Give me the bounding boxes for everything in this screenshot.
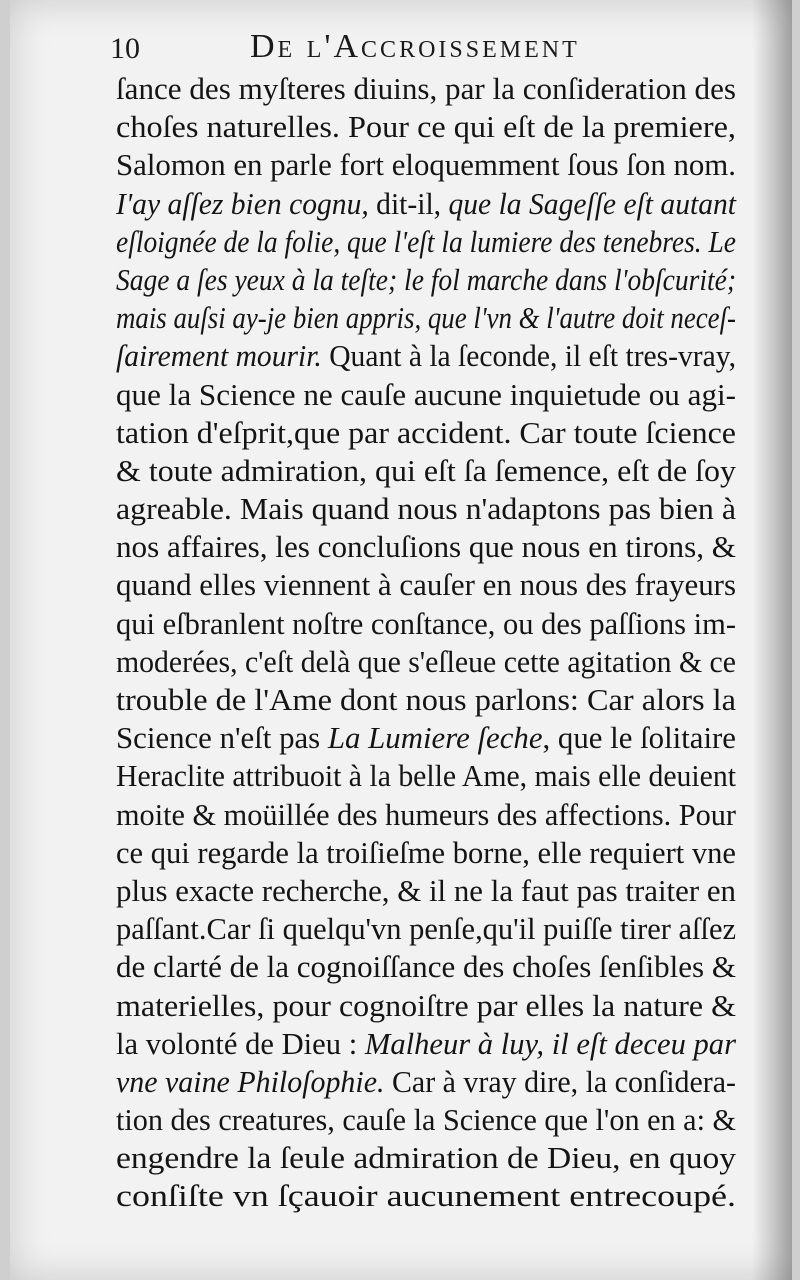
- text-segment: de clarté de la cognoiſſance des choſes ſenſibles &: [116, 949, 736, 985]
- text-line: [116, 337, 736, 375]
- text-segment: nos affaires, les concluſions que nous en tirons, &: [116, 529, 736, 565]
- text-segment: engendre la ſeule admiration de Dieu, en quoy: [116, 1140, 736, 1176]
- text-line: [116, 1063, 736, 1101]
- text-line: [116, 987, 736, 1025]
- text-line: [116, 1025, 736, 1063]
- text-line: [116, 1177, 736, 1215]
- text-segment: la volonté de Dieu :: [116, 1025, 365, 1061]
- text-segment: quand elles viennent à cauſer en nous des frayeurs: [116, 567, 736, 603]
- text-line: [116, 414, 736, 452]
- body-text: [116, 70, 736, 1216]
- text-line: [116, 223, 736, 261]
- text-line: [116, 681, 736, 719]
- italic-text-segment: ſairement mourir.: [116, 338, 330, 374]
- text-line: [116, 452, 736, 490]
- text-segment: Salomon en parle fort eloquemment ſous ſon nom.: [116, 147, 736, 183]
- italic-text-segment: mais auſsi ay-je bien appris, que l'vn & l'autre doit neceſ-: [116, 300, 736, 336]
- text-line: [116, 70, 736, 108]
- text-segment: dit-il,: [376, 185, 449, 221]
- binding-shadow: [752, 0, 792, 1280]
- text-segment: moite & moüillée des humeurs des affections. Pour: [116, 796, 736, 832]
- running-title: De l'Accroissement: [250, 28, 580, 65]
- text-segment: agreable. Mais quand nous n'adaptons pas bien à: [116, 491, 736, 527]
- italic-text-segment: I'ay aſſez bien cognu,: [116, 185, 377, 221]
- text-line: [116, 261, 736, 299]
- italic-text-segment: eſloignée de la folie, que l'eſt la lumiere des tenebres. Le: [116, 223, 736, 259]
- text-segment: conſiſte vn ſçauoir aucunement entrecoupé.: [116, 1178, 736, 1214]
- text-line: [116, 719, 736, 757]
- text-segment: tation d'eſprit,que par accident. Car toute ſcience: [116, 414, 736, 450]
- text-line: [116, 757, 736, 795]
- italic-text-segment: Malheur à luy, il eſt deceu par: [364, 1025, 736, 1061]
- italic-text-segment: vne vaine Philoſophie.: [116, 1063, 392, 1099]
- text-line: [116, 910, 736, 948]
- text-line: [116, 643, 736, 681]
- text-segment: ſance des myſteres diuins, par la conſideration des: [116, 71, 736, 106]
- text-segment: choſes naturelles. Pour ce qui eſt de la premiere,: [116, 109, 736, 145]
- text-segment: & toute admiration, qui eſt ſa ſemence, eſt de ſoy: [116, 452, 736, 488]
- text-line: [116, 566, 736, 604]
- text-line: [116, 872, 736, 910]
- text-segment: Heraclite attribuoit à la belle Ame, mais elle deuient: [116, 758, 736, 794]
- text-line: [116, 146, 736, 184]
- text-segment: , que le ſolitaire: [542, 720, 736, 756]
- text-line: [116, 108, 736, 146]
- text-line: [116, 834, 736, 872]
- text-line: [116, 376, 736, 414]
- text-line: [116, 948, 736, 986]
- italic-text-segment: que la Sageſſe eſt autant: [448, 185, 736, 221]
- text-segment: materielles, pour cognoiſtre par elles la nature &: [116, 987, 736, 1023]
- text-segment: ce qui regarde la troiſieſme borne, elle requiert vne: [116, 834, 736, 870]
- italic-text-segment: Sage a ſes yeux à la teſte; le fol marche dans l'obſcurité;: [116, 261, 736, 297]
- book-page: [10, 0, 792, 1280]
- text-segment: Science n'eſt pas: [116, 720, 328, 756]
- text-line: [116, 1139, 736, 1177]
- text-segment: que la Science ne cauſe aucune inquietude ou agi-: [116, 376, 736, 412]
- text-segment: Quant à la ſeconde, il eſt tres-vray,: [329, 338, 736, 374]
- text-line: [116, 299, 736, 337]
- text-segment: moderées, c'eſt delà que s'eſleue cette agitation & ce: [116, 643, 736, 679]
- text-segment: plus exacte recherche, & il ne la faut pas traiter en: [116, 872, 736, 908]
- text-segment: qui eſbranlent noſtre conſtance, ou des paſſions im-: [116, 605, 736, 641]
- text-line: [116, 528, 736, 566]
- text-line: [116, 490, 736, 528]
- page-header: [110, 28, 750, 68]
- text-line: [116, 185, 736, 223]
- text-segment: trouble de l'Ame dont nous parlons: Car alors la: [116, 682, 736, 717]
- text-line: [116, 1101, 736, 1139]
- text-line: [116, 796, 736, 834]
- text-segment: Car à vray dire, la conſidera-: [391, 1063, 736, 1099]
- page-number: 10: [110, 32, 140, 65]
- text-segment: paſſant.Car ſi quelqu'vn penſe,qu'il puiſſe tirer aſſez: [116, 911, 736, 947]
- text-line: [116, 605, 736, 643]
- italic-text-segment: La Lumiere ſeche: [327, 720, 543, 756]
- text-segment: tion des creatures, cauſe la Science que l'on en a: &: [116, 1102, 736, 1138]
